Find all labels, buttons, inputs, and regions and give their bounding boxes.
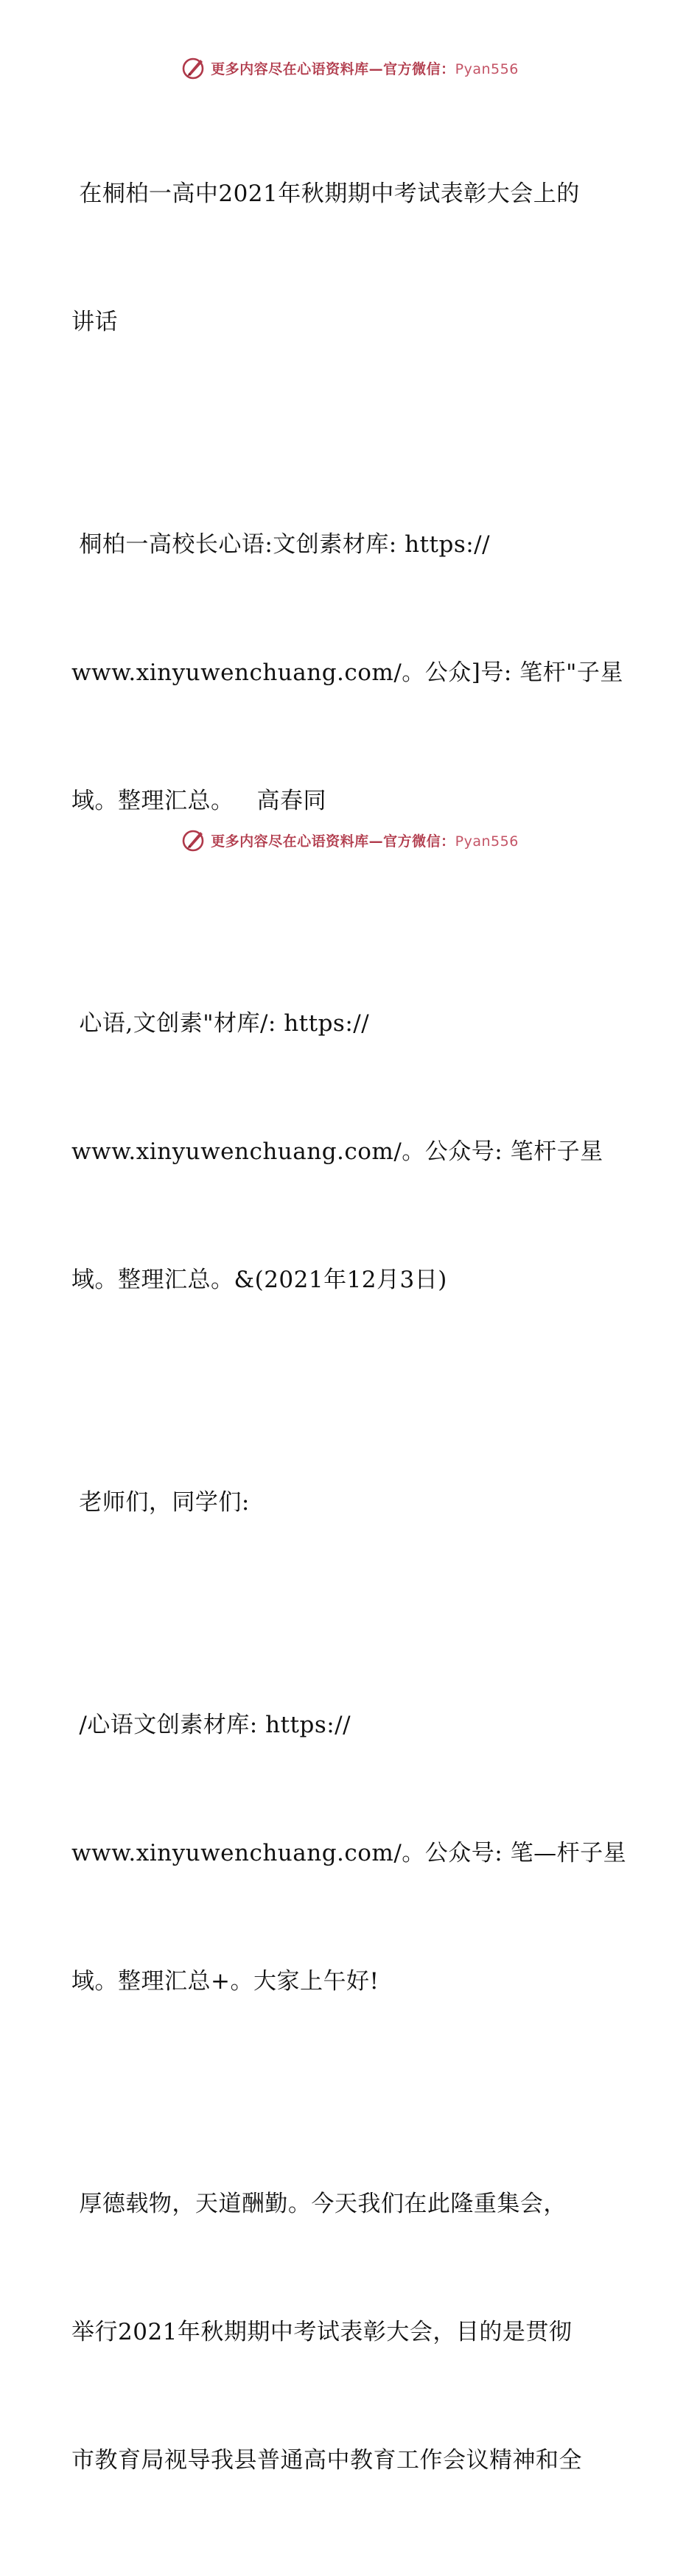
paragraph [71, 917, 631, 1387]
text-line: www.xinyuwenchuang.com/。公众]号: 笔杆"子星 [71, 659, 623, 686]
document-body [71, 87, 631, 2576]
header-banner-text: 更多内容尽在心语资料库—官方微信：Pyan556 [211, 60, 519, 77]
text-line: 厚德载物，天道酬勤。今天我们在此隆重集会， [71, 2191, 567, 2217]
title-paragraph [71, 87, 631, 429]
text-line: 心语,文创素"材库/: https:// [71, 1010, 370, 1037]
text-line: 在桐柏一高中2021年秋期期中考试表彰大会上的 [71, 181, 580, 207]
text-line: www.xinyuwenchuang.com/。公众号: 笔—杆子星 [71, 1840, 627, 1866]
quill-pen-logo-icon [181, 827, 206, 853]
text-line: 域。整理汇总。&(2021年12月3日) [71, 1267, 447, 1293]
text-line: 讲话 [71, 309, 118, 335]
text-line: 域。整理汇总。 高春同 [71, 788, 327, 814]
paragraph [71, 1618, 631, 2088]
quill-pen-logo-icon [181, 55, 206, 80]
text-line: 市教育局视导我县普通高中教育工作会议精神和全 [71, 2447, 582, 2474]
text-line: 桐柏一高校长心语:文创素材库: https:// [71, 531, 491, 558]
footer-banner [0, 825, 700, 855]
text-line: /心语文创素材库: https:// [71, 1712, 351, 1738]
text-line: 老师们，同学们: [71, 1489, 250, 1516]
greeting-paragraph [71, 1396, 631, 1609]
text-line: www.xinyuwenchuang.com/。公众号: 笔杆子星 [71, 1138, 603, 1165]
text-line: 域。整理汇总+。大家上午好! [71, 1968, 379, 1995]
paragraph [71, 2097, 631, 2567]
header-banner [0, 53, 700, 83]
footer-banner-text: 更多内容尽在心语资料库—官方微信：Pyan556 [211, 833, 519, 850]
text-line: 举行2021年秋期期中考试表彰大会，目的是贯彻 [71, 2319, 573, 2345]
